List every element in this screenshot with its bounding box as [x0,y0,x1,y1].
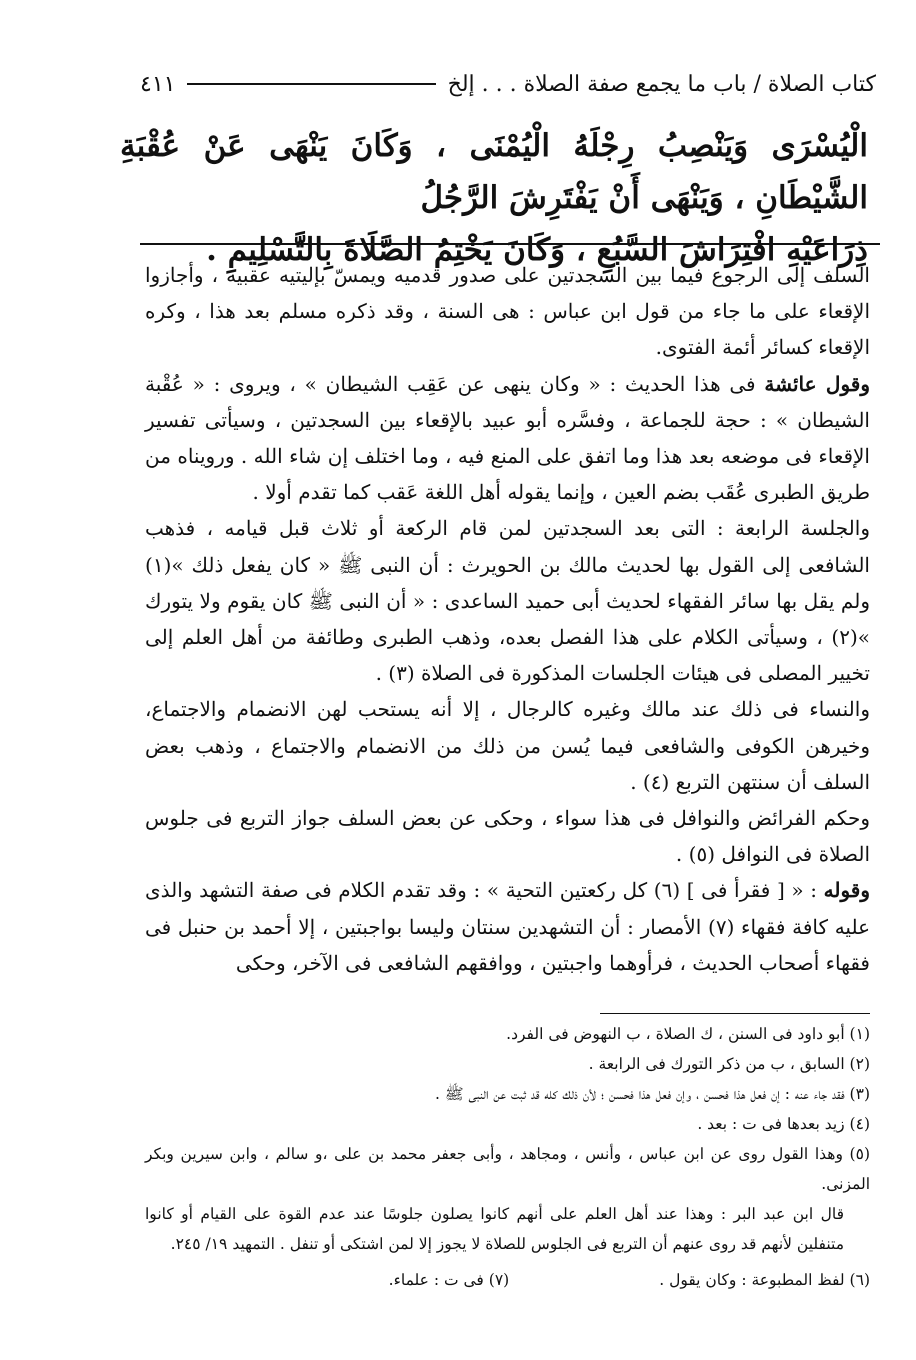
footnote: (٣) فقد جاء عنه : إن فعل هذا فحسن ، وإن فعل هذا فحسن ؛ لأن ذلك كله قد ثبت عن النبى ﷺ . [435,1085,870,1103]
commentary-paragraph [145,872,870,981]
footnote-row [145,1265,870,1295]
footnote: (٤) زيد بعدها فى ت : بعد . [697,1115,870,1133]
paragraph-lead: وقوله [823,878,870,903]
footnote-divider [600,1013,870,1014]
footnote: (٢) السابق ، ب من ذكر التورك فى الرابعة . [588,1055,870,1073]
footnote: (٧) فى ت : علماء. [388,1271,510,1289]
footnote: (١) أبو داود فى السنن ، ك الصلاة ، ب النهوض فى الفرد. [506,1025,870,1043]
footnote: (٥) وهذا القول روى عن ابن عباس ، وأنس ، ومجاهد ، وأبى جعفر محمد بن على ،و سالم ، وابن سيرين وبكر المزنى. [145,1145,870,1193]
commentary-paragraph [145,366,870,511]
hadith-text [120,120,868,276]
commentary-paragraph: والجلسة الرابعة : التى بعد السجدتين لمن قام الركعة أو ثلاث قبل قيامه ، فذهب الشافعى إلى القول بها لحديث مالك بن الحويرث : أن النبى ﷺ « كان يفعل ذلك »(١) ولم يقل بها سائر الفقهاء لحديث أبى حميد الساعدى : « أن النبى ﷺ كان يقوم ولا يتورك »(٢) ، وسيأتى الكلام على هذا الفصل بعده، وذهب الطبرى وطائفة من أهل العلم إلى تخيير المصلى فى هيئات الجلسات المذكورة فى الصلاة (٣) . [145,516,870,686]
paragraph-body: فى هذا الحديث : « وكان ينهى عن عَقِب الشيطان » ، ويروى : « عُقْبة الشيطان » : حجة للجماعة ، وفسَّره أبو عبيد بالإقعاء بين السجدتين ، وسيأتى تفسير الإقعاء فى موضعه بعد هذا وما اتفق على المنع فيه ، وما اختلف إن شاء الله . ورويناه من طريق الطبرى عُقَب بضم العين ، وإنما يقوله أهل اللغة عَقب كما تقدم أولا . [145,371,870,505]
commentary-paragraph: والنساء فى ذلك عند مالك وغيره كالرجال ، إلا أنه يستحب لهن الانضمام والاجتماع، وخيرهن الكوفى والشافعى فيما يُسن من ذلك من الانضمام والاجتماع ، وذهب بعض السلف أن سنتهن التربع (٤) . [145,697,870,794]
footnotes [145,1019,870,1295]
commentary [145,257,870,981]
header-title: كتاب الصلاة / باب ما يجمع صفة الصلاة . . . إلخ [447,71,876,97]
commentary-paragraph: السلف إلى الرجوع فيما بين السجدتين على صدور قدميه ويمسّ بإليتيه عقبيه ، وأجازوا الإقعاء على ما جاء من قول ابن عباس : هى السنة ، وقد ذكره مسلم بعد هذا ، وكره الإقعاء كسائر أئمة الفتوى. [145,263,870,360]
footnote: (٦) لفظ المطبوعة : وكان يقول . [659,1271,870,1289]
paragraph-lead: وقول عائشة [764,371,871,396]
section-divider [140,243,880,245]
running-header [140,66,876,102]
commentary-paragraph: وحكم الفرائض والنوافل فى هذا سواء ، وحكى عن بعض السلف جواز التربع فى جلوس الصلاة فى النوافل (٥) . [145,806,870,867]
hadith-line: ذِرَاعَيْهِ افْتِرَاشَ السَّبُعِ ، وَكَانَ يَخْتِمُ الصَّلَاةَ بِالتَّسْلِيمِ . [206,232,868,268]
paragraph-body: : « [ فقرأ فى ] (٦) كل ركعتين التحية » : وقد تقدم الكلام فى صفة التشهد والذى عليه كافة فقهاء (٧) الأمصار : أن التشهدين سنتان وليسا بواجبتين ، إلا أحمد بن حنبل فى فقهاء أصحاب الحديث ، فرأوهما واجبتين ، ووافقهم الشافعى فى الآخر، وحكى [145,878,871,975]
footnote-note: قال ابن عبد البر : وهذا عند أهل العلم على أنهم كانوا يصلون جلوسًا عند عدم القوة على القيام أو كانوا متنفلين لأنهم قد روى عنهم أن التربع فى الجلوس للصلاة لا يجوز إلا لمن اشتكى أو تنفل . التمهيد ١٩/ ٢٤٥. [145,1205,844,1253]
header-rule [187,83,435,85]
page-number: ٤١١ [140,71,176,97]
hadith-line: الْيُسْرَى وَيَنْصِبُ رِجْلَهُ الْيُمْنَى ، وَكَانَ يَنْهَى عَنْ عُقْبَةِ الشَّيْطَانِ ، وَيَنْهَى أَنْ يَفْتَرِشَ الرَّجُلُ [120,128,868,216]
